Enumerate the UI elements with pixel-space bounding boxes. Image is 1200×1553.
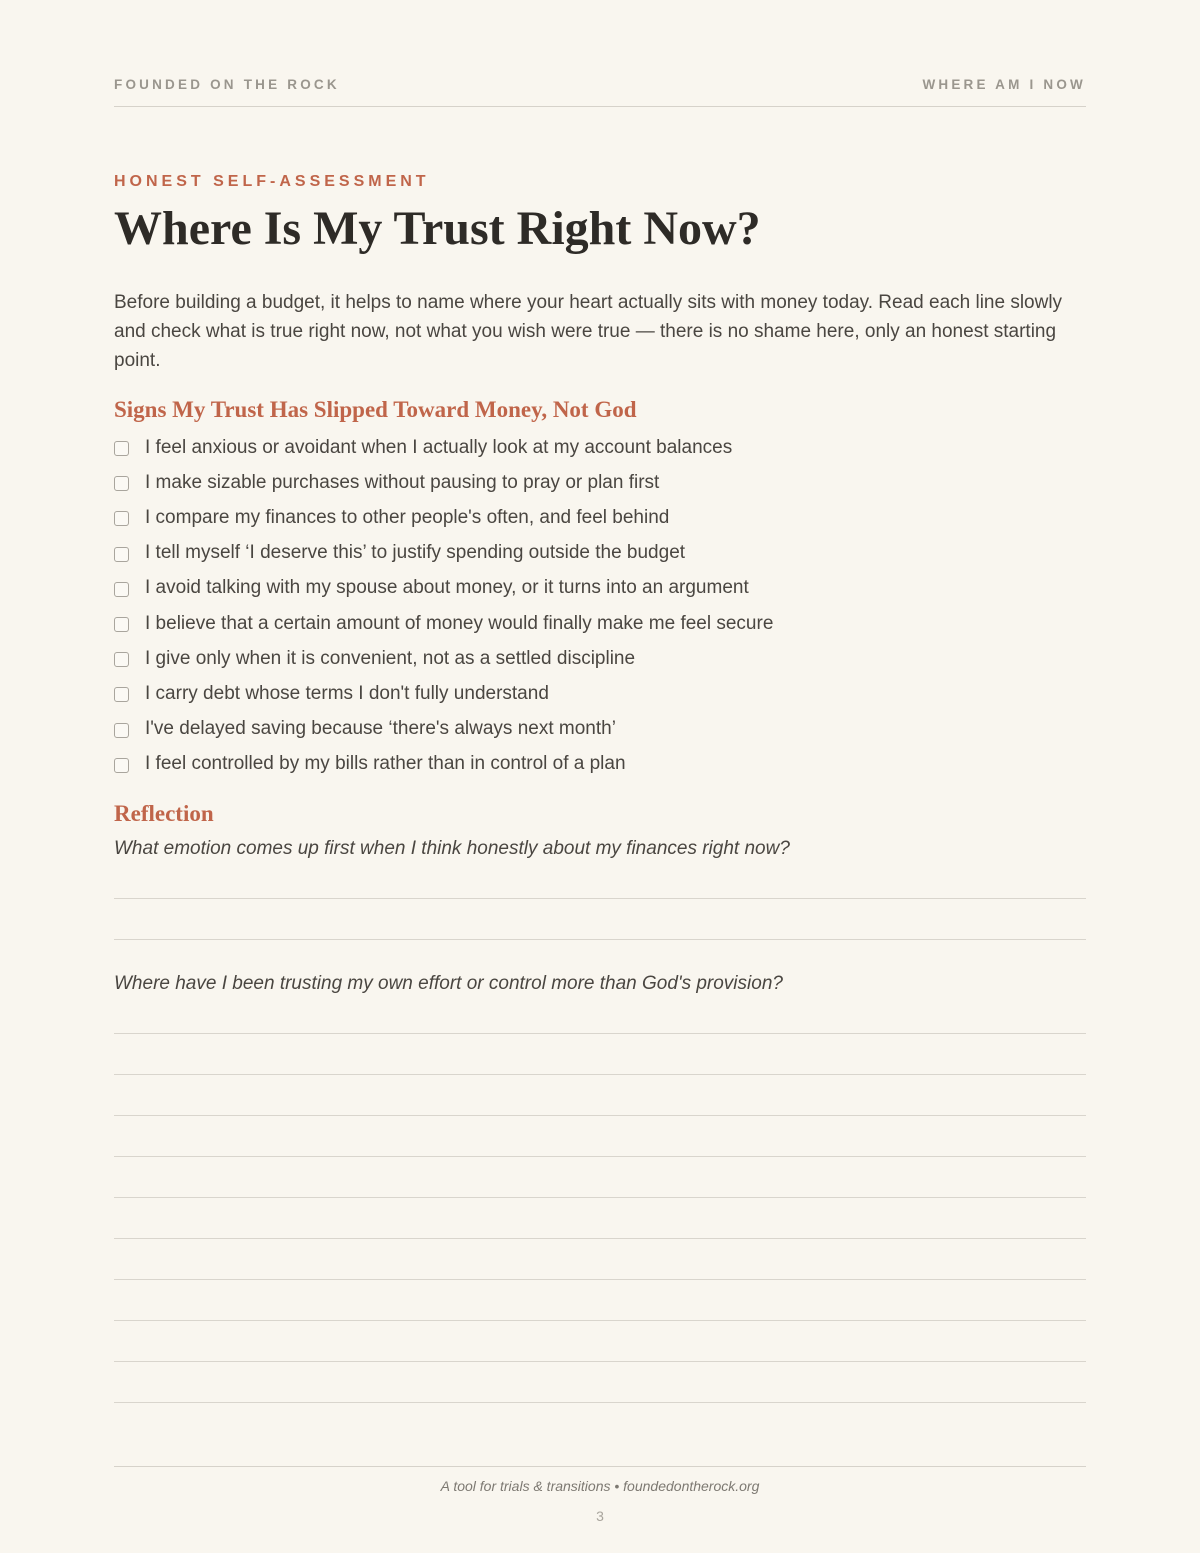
- reflection-prompt: What emotion comes up first when I think honestly about my finances right now?: [114, 838, 790, 859]
- answer-line[interactable]: [114, 899, 1086, 940]
- answer-line[interactable]: [114, 1157, 1086, 1198]
- checklist-item: [114, 430, 1086, 465]
- checklist-item: [114, 712, 1086, 747]
- answer-line[interactable]: [114, 1321, 1086, 1362]
- checklist-item-label: I compare my finances to other people's often, and feel behind: [145, 506, 670, 528]
- checkbox[interactable]: [114, 441, 129, 456]
- checkbox[interactable]: [114, 511, 129, 526]
- signs-checklist: [114, 430, 1086, 782]
- signs-heading: Signs My Trust Has Slipped Toward Money, Not God: [114, 397, 637, 422]
- worksheet-page: [114, 0, 1086, 1553]
- checklist-item-label: I tell myself ‘I deserve this’ to justify spending outside the budget: [145, 542, 686, 564]
- checkbox[interactable]: [114, 582, 129, 597]
- answer-line[interactable]: [114, 1280, 1086, 1321]
- checklist-item-label: I carry debt whose terms I don't fully understand: [145, 682, 549, 704]
- footer-note: A tool for trials & transitions • foundedontherock.org: [440, 1478, 760, 1494]
- checklist-item: [114, 606, 1086, 641]
- answer-line[interactable]: [114, 993, 1086, 1034]
- checklist-item: [114, 571, 1086, 606]
- checkbox[interactable]: [114, 687, 129, 702]
- answer-line[interactable]: [114, 1075, 1086, 1116]
- checklist-item: [114, 676, 1086, 711]
- reflection-prompt: Where have I been trusting my own effort or control more than God's provision?: [114, 973, 783, 994]
- checkbox[interactable]: [114, 723, 129, 738]
- checkbox[interactable]: [114, 617, 129, 632]
- checklist-item: [114, 747, 1086, 782]
- checklist-item-label: I've delayed saving because ‘there's always next month’: [145, 718, 616, 740]
- checklist-item-label: I make sizable purchases without pausing to pray or plan first: [145, 471, 660, 493]
- checklist-item-label: I feel anxious or avoidant when I actually look at my account balances: [145, 436, 733, 458]
- page-number: 3: [596, 1508, 604, 1524]
- header-book-title: FOUNDED ON THE ROCK: [114, 77, 340, 92]
- intro-paragraph: Before building a budget, it helps to name where your heart actually sits with money today. Read each line slowly and check what is true right now, not what you wish were true — there is no shame here, only an honest starting point.: [114, 292, 1063, 371]
- answer-area: [114, 858, 1086, 940]
- checkbox[interactable]: [114, 476, 129, 491]
- checklist-item-label: I give only when it is convenient, not as a settled discipline: [145, 647, 636, 669]
- answer-line[interactable]: [114, 1362, 1086, 1403]
- footer-divider: [114, 1466, 1086, 1467]
- checkbox[interactable]: [114, 758, 129, 773]
- checklist-item: [114, 536, 1086, 571]
- answer-line[interactable]: [114, 1034, 1086, 1075]
- eyebrow-label: HONEST SELF-ASSESSMENT: [114, 173, 430, 190]
- checklist-item-label: I believe that a certain amount of money would finally make me feel secure: [145, 612, 774, 634]
- checklist-item: [114, 641, 1086, 676]
- answer-line[interactable]: [114, 858, 1086, 899]
- checkbox[interactable]: [114, 652, 129, 667]
- checklist-item-label: I avoid talking with my spouse about money, or it turns into an argument: [145, 577, 749, 599]
- checkbox[interactable]: [114, 547, 129, 562]
- checklist-item: [114, 500, 1086, 535]
- answer-line[interactable]: [114, 1116, 1086, 1157]
- reflection-heading: Reflection: [114, 801, 214, 826]
- page-title: Where Is My Trust Right Now?: [114, 202, 761, 255]
- answer-line[interactable]: [114, 1198, 1086, 1239]
- running-header: [114, 77, 1086, 107]
- checklist-item: [114, 465, 1086, 500]
- answer-line[interactable]: [114, 1239, 1086, 1280]
- answer-area: [114, 993, 1086, 1403]
- checklist-item-label: I feel controlled by my bills rather than in control of a plan: [145, 753, 626, 775]
- header-section-title: WHERE AM I NOW: [922, 77, 1086, 92]
